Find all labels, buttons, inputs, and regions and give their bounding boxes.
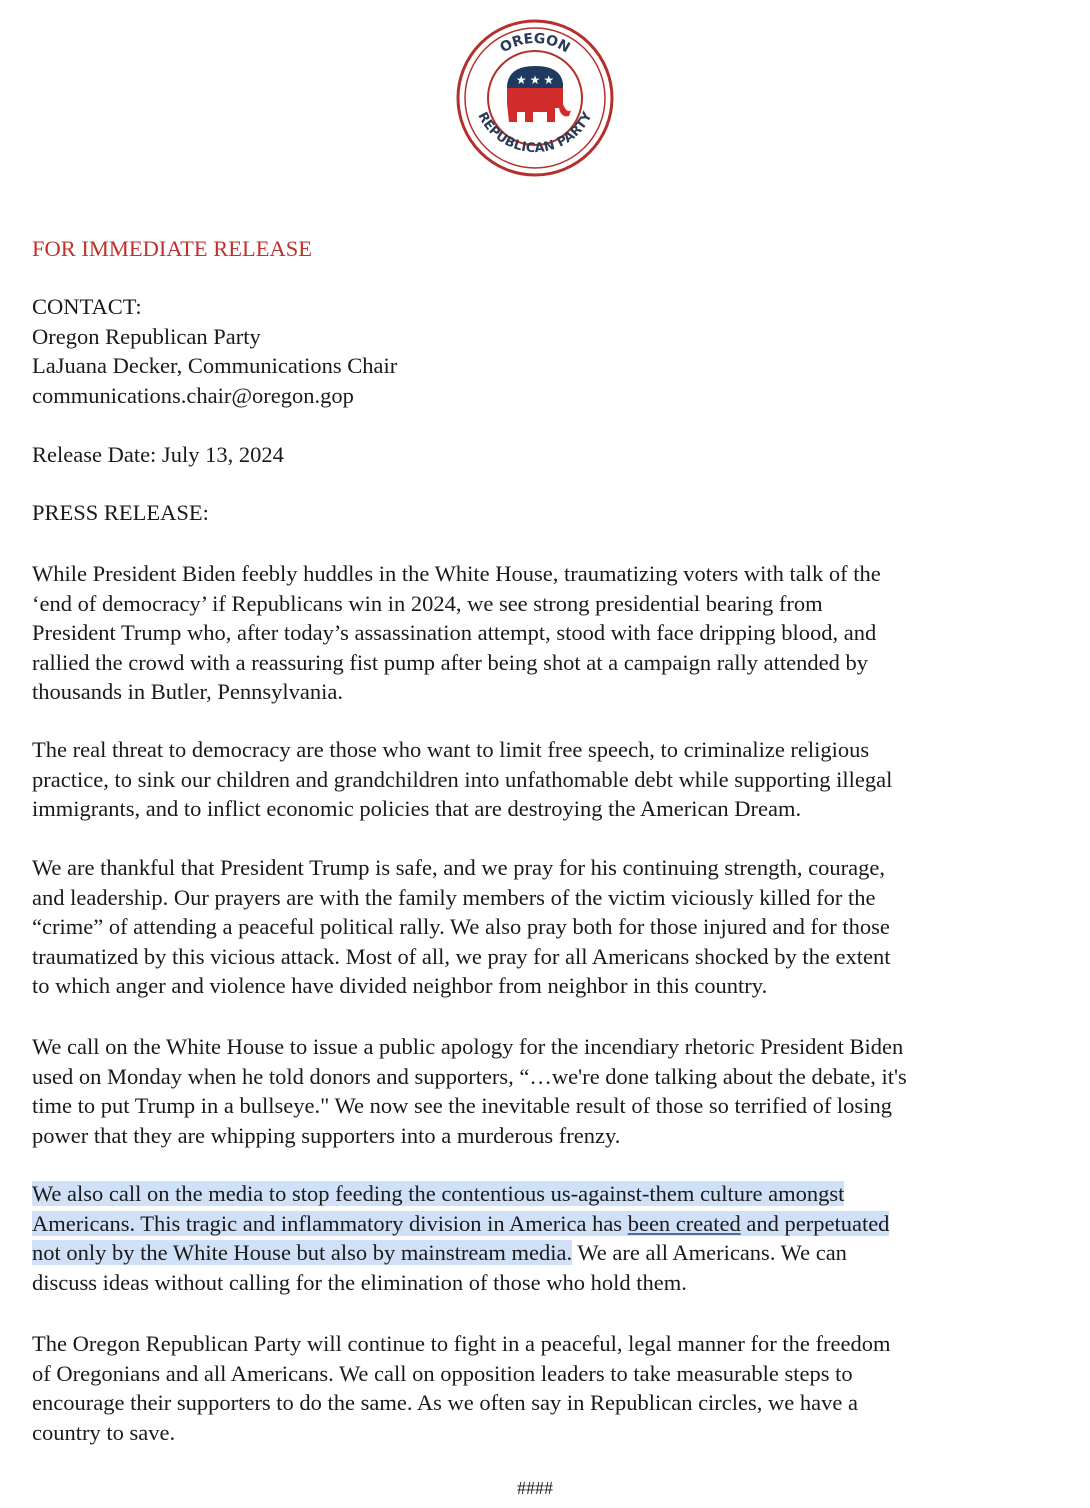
paragraph-2: The real threat to democracy are those who want to limit free speech, to criminalize religious practice, to sink our children and grandchildren into unfathomable debt while supporting illegal immigrants, and to inflict economic policies that are destroying the American Dream. <box>32 737 893 822</box>
svg-text:★ ★ ★: ★ ★ ★ <box>515 73 555 87</box>
contact-person: LaJuana Decker, Communications Chair <box>32 353 398 379</box>
end-mark: #### <box>517 1478 553 1498</box>
contact-email: communications.chair@oregon.gop <box>32 382 354 408</box>
selected-text[interactable]: not only by the White House but also by mainstream media. <box>32 1240 573 1266</box>
paragraph-4: We call on the White House to issue a public apology for the incendiary rhetoric President Biden used on Monday when he told donors and supporters, “…we're done talking about the debate, it's time to put Trump in a bullseye." We now see the inevitable result of those so terrified of losing power that they are whipping supporters into a murderous frenzy. <box>32 1034 907 1148</box>
selected-text[interactable]: We also call on the media to stop feeding the contentious us-against-them culture amongst <box>32 1181 845 1206</box>
for-immediate-release: FOR IMMEDIATE RELEASE <box>32 236 312 261</box>
underlined-phrase: been created <box>627 1210 741 1236</box>
press-release-label: PRESS RELEASE: <box>32 500 209 525</box>
contact-block <box>32 292 397 410</box>
contact-org: Oregon Republican Party <box>32 323 261 349</box>
paragraph-3: We are thankful that President Trump is safe, and we pray for his continuing strength, courage, and leadership. Our prayers are with the family members of the victim viciously killed for the “crime” of attending a peaceful political rally. We also pray both for those injured and for those traumatized by this vicious attack. Most of all, we pray for all Americans shocked by the extent to which anger and violence have divided neighbor from neighbor in this country. <box>32 855 891 999</box>
contact-label: CONTACT: <box>32 294 142 319</box>
svg-text:OREGON: OREGON <box>497 30 573 57</box>
oregon-republican-party-logo <box>455 18 615 178</box>
paragraph-5-highlighted[interactable]: We also call on the media to stop feeding the contentious us-against-them culture amongst Americans. This tragic and inflammatory division in America has been created and perpetuated not only by the White House but also by mainstream media. We are all Americans. We can discuss ideas without calling for the elimination of those who hold them. <box>32 1181 890 1295</box>
svg-text:REPUBLICAN PARTY: REPUBLICAN PARTY <box>474 109 596 157</box>
paragraph-1: While President Biden feebly huddles in the White House, traumatizing voters with talk of the ‘end of democracy’ if Republicans win in 2024, we see strong presidential bearing from President Trump who, after today’s assassination attempt, stood with face dripping blood, and rallied the crowd with a reassuring fist pump after being shot at a campaign rally attended by thousands in Butler, Pennsylvania. <box>32 561 881 705</box>
release-date: Release Date: July 13, 2024 <box>32 442 284 467</box>
paragraph-6: The Oregon Republican Party will continue to fight in a peaceful, legal manner for the freedom of Oregonians and all Americans. We call on opposition leaders to take measurable steps to encourage their supporters to do the same. As we often say in Republican circles, we have a country to save. <box>32 1331 891 1445</box>
